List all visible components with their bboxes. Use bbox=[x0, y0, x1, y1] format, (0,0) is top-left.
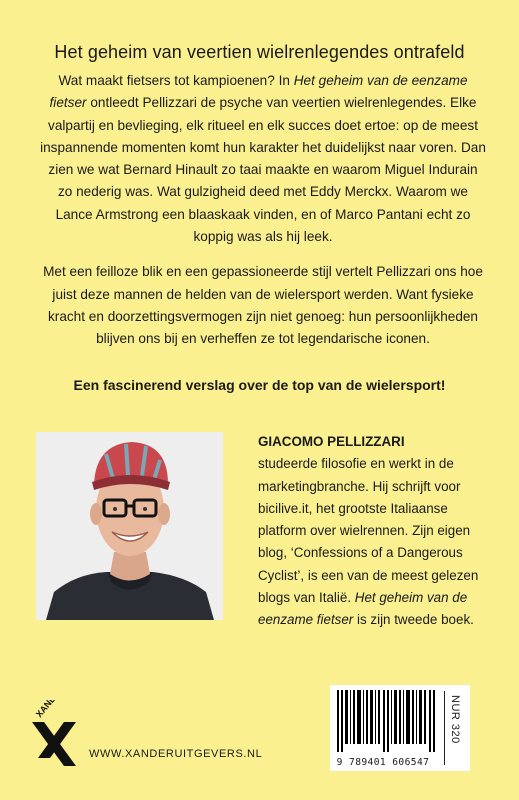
logo-wordmark: XANDER bbox=[33, 700, 66, 720]
isbn-number: 9 789401 606547 bbox=[336, 757, 430, 768]
book-title: Het geheim van de eenzame fietser bbox=[49, 73, 468, 111]
author-name: GIACOMO PELLIZZARI bbox=[258, 434, 405, 449]
author-photo bbox=[36, 432, 223, 620]
tagline: Een fascinerend verslag over de top van de wielersport! bbox=[73, 377, 446, 393]
publisher-website[interactable]: WWW.XANDERUITGEVERS.NL bbox=[89, 748, 263, 760]
blurb-paragraph-2: Met een feilloze blik en een gepassioneerde stijl vertelt Pellizzari ons hoe juist deze mannen de helden van de wielersport werden. Want fysieke kracht en doorzettingsvermogen zijn niet genoeg: hun persoonlijkheden blijven ons bij en verheffen ze tot legendarische iconen. bbox=[43, 264, 483, 347]
author-bio-text: is zijn tweede boek. bbox=[353, 612, 474, 628]
publisher-logo bbox=[30, 700, 78, 768]
author-bio-text: studeerde filosofie en werkt in de marketingbranche. Hij schrijft voor bicilive.it, het grootste Italiaanse platform over wielrennen. Zijn eigen blog, ‘Confessions of a Dangerous Cyclist’, is een van de meest gelezen blogs van Italië. bbox=[258, 456, 479, 606]
nur-code bbox=[444, 691, 467, 765]
author-bio-block bbox=[258, 431, 490, 632]
headline: Het geheim van veertien wielrenlegendes ontrafeld bbox=[54, 42, 465, 62]
nur-label: NUR 320 bbox=[449, 695, 461, 744]
xander-logo-icon bbox=[30, 700, 78, 768]
author-portrait bbox=[36, 432, 223, 620]
blurb bbox=[40, 70, 486, 351]
blurb-text: Wat maakt fietsers tot kampioenen? In bbox=[58, 73, 294, 88]
blurb-paragraph-1 bbox=[40, 70, 486, 248]
barcode bbox=[330, 685, 470, 771]
author-bio bbox=[258, 453, 490, 631]
book-title: Het geheim van de eenzame fietser bbox=[258, 590, 468, 628]
barcode-bars bbox=[335, 690, 439, 752]
blurb-text: ontleedt Pellizzari de psyche van veertien wielrenlegendes. Elke valpartij en bevlieging, elk ritueel en elk succes doet ertoe: op de meest inspannende momenten komt hun karakter het duidelijkst naar voren. Dan zien we wat Bernard Hinault zo taai maakte en waarom Miguel Indurain zo nederig was. Wat gulzigheid deed met Eddy Merckx. Waarom we Lance Armstrong een blaaskaak vinden, en of Marco Pantani echt zo koppig was als hij leek. bbox=[40, 95, 486, 245]
